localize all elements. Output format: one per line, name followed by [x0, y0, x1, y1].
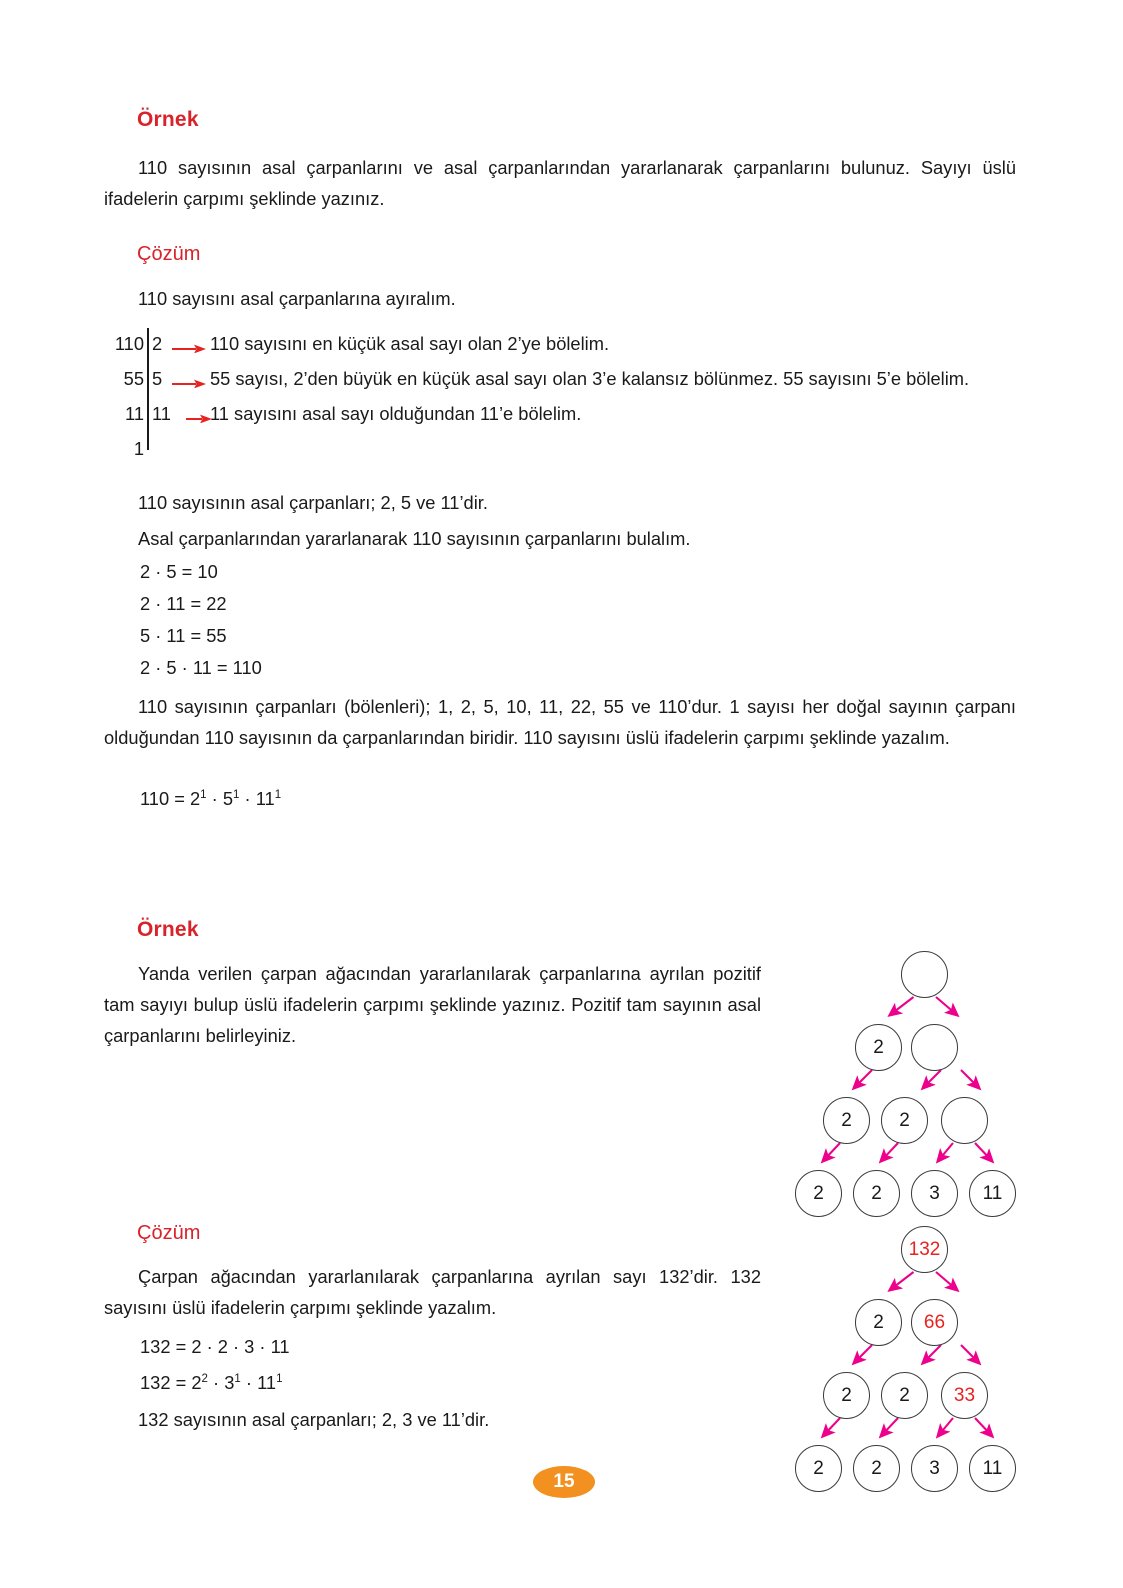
example-1-solution-intro: 110 sayısını asal çarpanlarına ayıralım. — [138, 288, 456, 309]
tree-node-r2a: 2 — [823, 1097, 870, 1144]
example-1-primes-sentence: 110 sayısının asal çarpanları; 2, 5 ve 11’dir. — [138, 492, 488, 513]
product-line-2: 2 · 11 = 22 — [140, 593, 227, 614]
ladder-row — [98, 433, 1028, 464]
tree-node-r3b: 2 — [853, 1170, 900, 1217]
tree-node-r1a: 2 — [855, 1299, 902, 1346]
product-line-4: 2 · 5 · 11 = 110 — [140, 657, 262, 678]
tree-node-r1a: 2 — [855, 1024, 902, 1071]
exp-term-exponent: 1 — [274, 788, 282, 801]
tree-node-r1b — [911, 1024, 958, 1071]
ladder-divisor: 5 — [152, 368, 163, 389]
exp-term-exponent: 2 — [201, 1372, 208, 1385]
example-2-heading: Örnek — [137, 918, 199, 941]
example-2-prompt: Yanda verilen çarpan ağacından yararlanılarak çarpanlarına ayrılan pozitif tam sayıyı bulup üslü ifadelerin çarpımı şeklinde yazınız. Pozitif tam sayının asal çarpanlarını belirleyiniz. — [104, 963, 761, 1046]
ladder-note: 11 sayısını asal sayı olduğundan 11’e bölelim. — [210, 403, 582, 424]
example-1-factors-sentence: Asal çarpanlarından yararlanarak 110 sayısının çarpanlarını bulalım. — [138, 528, 691, 549]
example-1-exponential-form — [140, 788, 281, 810]
exp-term-exponent: 1 — [233, 788, 240, 801]
dot-operator: · — [245, 1372, 252, 1393]
tree-node-r0: 132 — [901, 1226, 948, 1273]
ladder-dividend: 110 — [114, 333, 144, 354]
product-line-1: 2 · 5 = 10 — [140, 561, 218, 582]
ladder-divisor: 2 — [152, 333, 163, 354]
example-2-solution-heading: Çözüm — [137, 1222, 201, 1244]
page-number-badge: 15 — [533, 1466, 595, 1498]
exp-term-exponent: 1 — [234, 1372, 241, 1385]
ladder-row — [98, 363, 1028, 394]
dot-operator: · — [213, 1372, 220, 1393]
example-2-exponential-form — [140, 1372, 282, 1394]
ladder-dividend: 11 — [125, 403, 144, 424]
tree-node-r3d: 11 — [969, 1170, 1016, 1217]
tree-node-r0 — [901, 951, 948, 998]
dot-operator: · — [211, 788, 218, 809]
ladder-note: 110 sayısını en küçük asal sayı olan 2’ye bölelim. — [210, 333, 610, 354]
exp-term-base: 5 — [222, 788, 234, 809]
prime-factorization-ladder — [98, 328, 1028, 458]
factor-tree-blank — [783, 951, 1033, 1221]
tree-node-r2c — [941, 1097, 988, 1144]
exp-term-exponent: 1 — [200, 788, 207, 801]
exp-term-base: 2 — [190, 788, 201, 809]
dot-operator: · — [244, 788, 251, 809]
ladder-divisor: 11 — [152, 403, 171, 424]
tree-node-r2a: 2 — [823, 1372, 870, 1419]
exp-term-base: 2 — [191, 1372, 202, 1393]
factor-tree-filled — [783, 1226, 1033, 1496]
tree-node-r2c: 33 — [941, 1372, 988, 1419]
tree-node-r3c: 3 — [911, 1445, 958, 1492]
ladder-dividend: 55 — [123, 368, 144, 389]
tree-node-r3c: 3 — [911, 1170, 958, 1217]
tree-node-r3a: 2 — [795, 1445, 842, 1492]
example-2-solution-text: Çarpan ağacından yararlanılarak çarpanlarına ayrılan sayı 132’dir. 132 sayısını üslü ifadelerin çarpımı şeklinde yazalım. — [104, 1266, 761, 1318]
right-arrow-icon — [172, 340, 206, 349]
exp-term-base: 11 — [257, 1372, 277, 1393]
exp-term-base: 3 — [224, 1372, 235, 1393]
tree-node-r3a: 2 — [795, 1170, 842, 1217]
example-2-expansion: 132 = 2 · 2 · 3 · 11 — [140, 1336, 290, 1357]
ladder-dividend: 1 — [133, 438, 144, 459]
exp-form-lhs: 110 = — [140, 788, 185, 809]
right-arrow-icon — [172, 375, 206, 384]
tree-node-r3d: 11 — [969, 1445, 1016, 1492]
exp-term-base: 11 — [255, 788, 275, 809]
exp-form-lhs: 132 = — [140, 1372, 187, 1393]
tree-node-r1b: 66 — [911, 1299, 958, 1346]
example-2-primes-sentence: 132 sayısının asal çarpanları; 2, 3 ve 11’dir. — [138, 1409, 490, 1430]
tree-node-r2b: 2 — [881, 1372, 928, 1419]
ladder-row — [98, 398, 1028, 429]
example-1-solution-heading: Çözüm — [137, 243, 201, 265]
product-line-3: 5 · 11 = 55 — [140, 625, 227, 646]
example-1-heading: Örnek — [137, 108, 199, 131]
example-1-prompt: 110 sayısının asal çarpanlarını ve asal çarpanlarından yararlanarak çarpanlarını bulunuz. Sayıyı üslü ifadelerin çarpımı şeklinde yazınız. — [104, 157, 1016, 209]
tree-node-r3b: 2 — [853, 1445, 900, 1492]
exp-term-exponent: 1 — [276, 1372, 283, 1385]
tree-node-r2b: 2 — [881, 1097, 928, 1144]
ladder-row — [98, 328, 1028, 359]
ladder-note: 55 sayısı, 2’den büyük en küçük asal sayı olan 3’e kalansız bölünmez. 55 sayısını 5’e bölelim. — [210, 368, 970, 389]
example-1-divisors-paragraph: 110 sayısının çarpanları (bölenleri); 1, 2, 5, 10, 11, 22, 55 ve 110’dur. 1 sayısı her doğal sayının çarpanı olduğundan 110 sayısının da çarpanlarından biridir. 110 sayısını üslü ifadelerin çarpımı şeklinde yazalım. — [104, 696, 1016, 748]
